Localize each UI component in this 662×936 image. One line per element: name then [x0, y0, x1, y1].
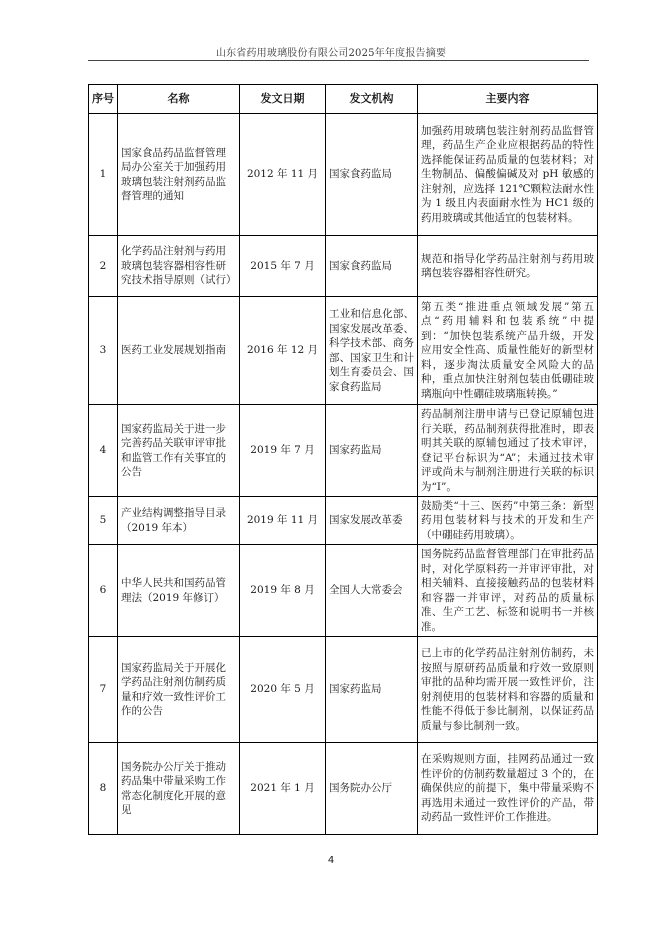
- row-number: 6: [89, 545, 118, 637]
- table-row: [89, 114, 598, 236]
- issuing-agency: 全国人大常委会: [326, 545, 418, 637]
- row-number: 2: [89, 236, 118, 297]
- document-name: 国务院办公厅关于推动药品集中带量采购工作常态化制度化开展的意见: [118, 743, 240, 835]
- issue-date: 2019 年 11 月: [240, 497, 326, 545]
- issue-date: 2019 年 8 月: [240, 545, 326, 637]
- main-content: 第五类“推进重点领域发展”第五点“药用辅料和包装系统”中提到：“加快包装系统产品升级，开发应用安全性高、质量性能好的新型材料，逐步淘汰质量安全风险大的品种，重点加快注射剂包装由低硼硅玻璃瓶向中性硼硅玻璃瓶转换。”: [418, 297, 598, 405]
- table-row: [89, 405, 598, 497]
- column-header-org: 发文机构: [326, 85, 418, 114]
- row-number: 3: [89, 297, 118, 405]
- issuing-agency: 国家食药监局: [326, 114, 418, 236]
- table-row: [89, 297, 598, 405]
- issuing-agency: 国务院办公厅: [326, 743, 418, 835]
- issue-date: 2016 年 12 月: [240, 297, 326, 405]
- issuing-agency: 工业和信息化部、国家发展改革委、科学技术部、商务部、国家卫生和计划生育委员会、国家食药监局: [326, 297, 418, 405]
- table-header-row: [89, 85, 598, 114]
- issue-date: 2020 年 5 月: [240, 637, 326, 743]
- issue-date: 2015 年 7 月: [240, 236, 326, 297]
- document-name: 国家食品药品监督管理局办公室关于加强药用玻璃包装注射剂药品监督管理的通知: [118, 114, 240, 236]
- table-row: [89, 637, 598, 743]
- page-number: 4: [327, 855, 335, 866]
- main-content: 药品制剂注册申请与已登记原辅包进行关联，药品制剂获得批准时，即表明其关联的原辅包通过了技术审评，登记平台标识为“A”；未通过技术审评或尚未与制剂注册进行关联的标识为“I”。: [418, 405, 598, 497]
- issue-date: 2019 年 7 月: [240, 405, 326, 497]
- column-header-no: 序号: [89, 85, 118, 114]
- main-content: 在采购规则方面，挂网药品通过一致性评价的仿制药数量超过 3 个的，在确保供应的前提下，集中带量采购不再选用未通过一致性评价的产品，带动药品一致性评价工作推进。: [418, 743, 598, 835]
- row-number: 7: [89, 637, 118, 743]
- issue-date: 2012 年 11 月: [240, 114, 326, 236]
- document-name: 中华人民共和国药品管理法（2019 年修订）: [118, 545, 240, 637]
- document-name: 医药工业发展规划指南: [118, 297, 240, 405]
- issuing-agency: 国家食药监局: [326, 236, 418, 297]
- document-name: 国家药监局关于开展化学药品注射剂仿制药质量和疗效一致性评价工作的公告: [118, 637, 240, 743]
- row-number: 5: [89, 497, 118, 545]
- document-name: 产业结构调整指导目录（2019 年本）: [118, 497, 240, 545]
- column-header-date: 发文日期: [240, 85, 326, 114]
- header-rule: [88, 60, 589, 61]
- row-number: 1: [89, 114, 118, 236]
- main-content: 规范和指导化学药品注射剂与药用玻璃包装容器相容性研究。: [418, 236, 598, 297]
- column-header-content: 主要内容: [418, 85, 598, 114]
- main-content: 国务院药品监督管理部门在审批药品时，对化学原料药一并审评审批，对相关辅料、直接接触药品的包装材料和容器一并审评，对药品的质量标准、生产工艺、标签和说明书一并核准。: [418, 545, 598, 637]
- main-content: 加强药用玻璃包装注射剂药品监督管理，药品生产企业应根据药品的特性选择能保证药品质量的包装材料；对生物制品、偏酸偏碱及对 pH 敏感的注射剂，应选择 121℃颗粒法耐水性为 1 级且内表面耐水性为 HC1 级的药用玻璃或其他适宜的包装材料。: [418, 114, 598, 236]
- issue-date: 2021 年 1 月: [240, 743, 326, 835]
- issuing-agency: 国家药监局: [326, 405, 418, 497]
- policy-table: [88, 84, 598, 835]
- row-number: 4: [89, 405, 118, 497]
- issuing-agency: 国家发展改革委: [326, 497, 418, 545]
- table-row: [89, 497, 598, 545]
- table-row: [89, 545, 598, 637]
- column-header-name: 名称: [118, 85, 240, 114]
- table-row: [89, 236, 598, 297]
- document-name: 化学药品注射剂与药用玻璃包装容器相容性研究技术指导原则（试行）: [118, 236, 240, 297]
- main-content: 鼓励类“十三、医药”中第三条：新型药用包装材料与技术的开发和生产（中硼硅药用玻璃）。: [418, 497, 598, 545]
- table-row: [89, 743, 598, 835]
- main-content: 已上市的化学药品注射剂仿制药，未按照与原研药品质量和疗效一致原则审批的品种均需开展一致性评价，注射剂使用的包装材料和容器的质量和性能不得低于参比制剂，以保证药品质量与参比制剂一致。: [418, 637, 598, 743]
- issuing-agency: 国家药监局: [326, 637, 418, 743]
- row-number: 8: [89, 743, 118, 835]
- document-name: 国家药监局关于进一步完善药品关联审评审批和监管工作有关事宜的公告: [118, 405, 240, 497]
- page-header-title: 山东省药用玻璃股份有限公司2025年年度报告摘要: [215, 48, 447, 59]
